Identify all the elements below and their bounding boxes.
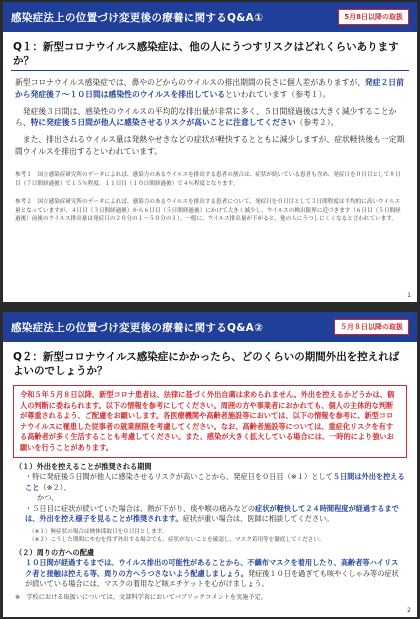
section-2 xyxy=(3,548,417,590)
section-1-heading: （１）外出を控えることが推奨される期間 xyxy=(15,461,152,471)
slide-2-badge: ５月８日以降の取扱 xyxy=(334,319,409,335)
section-1-and: かつ、 xyxy=(37,493,59,503)
sec1-a-tail: （※２）、 xyxy=(39,482,71,492)
question-2: Q２：新型コロナウイルス感染症にかかったら、どのくらいの期間外出を控えればよいのでしょうか？ xyxy=(13,351,400,378)
sec1-a-text: ・特に発症後５日間が他人に感染させるリスクが高いことから、発症日を０日目（※１）として xyxy=(25,472,333,482)
note-2: （※２）こうした期間にやむを得ず外出する場合でも、症状がないことを確認し、マスク着用等を徹底してください。 xyxy=(29,536,325,543)
reference-1: 参考１ 国立感染症研究所のデータによれば、感染力のあるウイルスを排出する患者の割合は、症状が続いている患者も含め、発症日を０日目として８日目（７日間経過後）で１５％程度、１１日目（１０日間経過後）で４％程度となります。 xyxy=(15,172,401,187)
sec2-tail: 発症後１０日を過ぎても咳やくしゃみ等の症状が続いている場合には、マスクの着用など咳エチケットを心がけましょう。 xyxy=(25,568,399,589)
p2-highlight: 特に発症後５日間が他人に感染させるリスクが高いことに注意してください xyxy=(30,118,296,128)
p3-text: また、排出されるウイルス量は発熱やせきなどの症状が軽快するとともに減少しますが、症状軽快後も一定期間ウイルスを排出するといわれています。 xyxy=(15,135,405,156)
paragraph-3 xyxy=(15,134,405,157)
slide-2-title: 感染症法上の位置づけ変更後の療養に関するQ&A② xyxy=(11,321,264,334)
slide-1-header xyxy=(3,2,417,32)
section-1-item-a xyxy=(15,472,405,493)
question-1: Q１：新型コロナウイルス感染症は、他の人にうつすリスクはどれくらいありますか？ xyxy=(13,41,399,68)
section-2-heading: （２）周りの方への配慮 xyxy=(15,547,95,557)
p1-highlight: 発症２日前から発症後７～１０日間は感染性のウイルスを排出している xyxy=(15,78,404,100)
paragraph-2 xyxy=(15,106,405,129)
p2-text: 発症後３日間は、感染性のウイルスの平均的な排出量が非常に多く、５日間経過後は大きく減少することから、 xyxy=(15,106,397,128)
reference-2: 参考２ 国立感染症研究所のデータによれば、感染力のあるウイルスを排出する患者について、発症日を０日目として３日間程度は平均的に高いウイルス量となっていますが、４日目（３日間経過後）から６日目（５日間経過後）にかけて大きく減少し、ウイルスの検出限界に近づきます（６日目（５日間経過後）前後のウイルス排出量は発症日の２０分の１～５０分の１）。一般に、ウイルス排出量が下がると、他の人にうつしにくくなると言われています。 xyxy=(15,199,401,223)
page-number: 2 xyxy=(407,607,411,614)
p1-text: 新型コロナウイルス感染症では、鼻やのどからのウイルスの排出期間の長さに個人差がありますが、 xyxy=(15,78,365,88)
paragraph-1 xyxy=(15,77,405,100)
section-1 xyxy=(3,462,417,544)
sec1-b-highlight: 症状が軽快して２４時間程度が経過するまでは、外出を控え様子を見ることが推奨されます。 xyxy=(25,503,399,524)
section-2-body xyxy=(15,558,405,589)
slide-1-badge: 5月8日以降の取扱 xyxy=(338,9,409,25)
notice-box: 令和５年５月８日以降、新型コロナ患者は、法律に基づく外出自粛は求められません。外出を控えるかどうかは、個人の判断に委ねられます。以下の情報を参考にしてください。周囲の方や事業者におかれても、個人の主体的な判断が尊重されるよう、ご配慮をお願いします。各医療機関や高齢者施設等においては、以下の情報を参考に、新型コロナウイルスに罹患した従事者の就業制限を考慮してください。なお、高齢者施設等については、重症化リスクを有する高齢者が多く生活することも考慮してください。また、感染が大きく拡大している場合には、一時的により強いお願いを行うことがあります。 xyxy=(13,385,407,458)
section-1-item-b xyxy=(15,504,405,525)
sec1-b-tail: 症状が重い場合は、医師に相談してください。 xyxy=(182,514,334,524)
slide-2 xyxy=(3,312,417,617)
p1-tail: といわれています（参考１）。 xyxy=(225,90,331,100)
sec1-b-text: ・５日目に症状が続いていた場合は、熱が下がり、痰や喉の痛みなどの xyxy=(25,503,256,513)
page-number: 1 xyxy=(407,292,411,299)
slide-1 xyxy=(3,2,417,302)
slide-2-header xyxy=(3,312,417,342)
p2-tail: （参考２）。 xyxy=(295,118,339,128)
sec1-a-highlight: ５日間は外出を控えること xyxy=(25,472,405,492)
sec2-highlight: １０日間が経過するまでは、ウイルス排出の可能性があることから、不織布マスクを着用したり、高齢者等ハイリスク者と接触は控える等、周りの方へうつさないよう配慮しましょう。 xyxy=(25,558,399,578)
answer-1 xyxy=(3,71,417,157)
slide-1-title: 感染症法上の位置づけ変更後の療養に関するQ&A① xyxy=(11,11,264,24)
footer-note: ※ 学校における取扱いについては、文部科学省においてパブリックコメントを実施予定。 xyxy=(15,593,267,601)
note-1: （※１）無症状の場合は検体採取日を０日目とします。 xyxy=(29,528,168,535)
